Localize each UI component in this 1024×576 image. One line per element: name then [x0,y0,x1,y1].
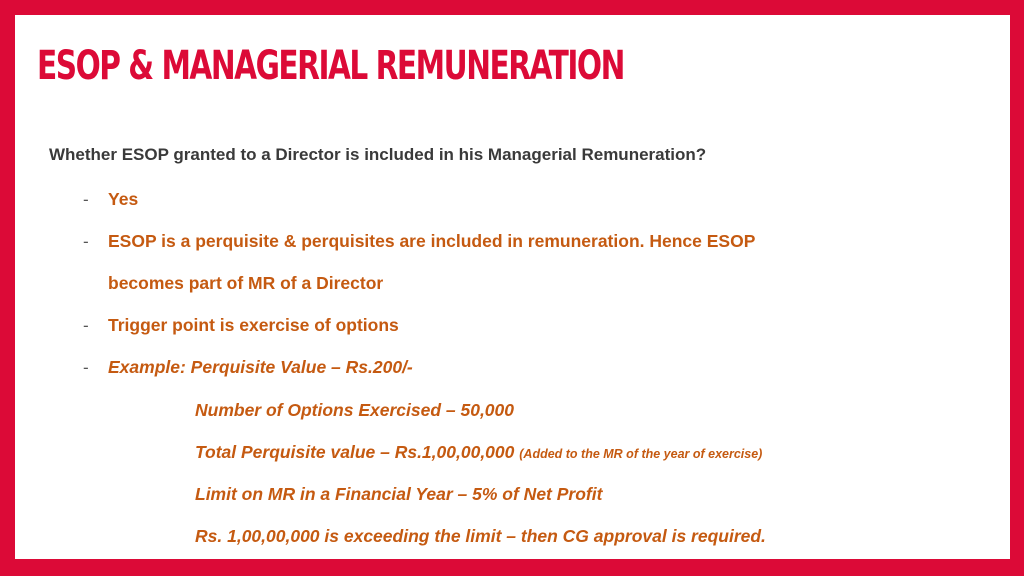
point-perquisite: ESOP is a perquisite & perquisites are included in remuneration. Hence ESOP [108,231,756,251]
example-options-exercised: Number of Options Exercised – 50,000 [195,400,515,420]
example-approval-required: Rs. 1,00,00,000 is exceeding the limit – then CG approval is required. [195,526,766,546]
point-example: Example: Perquisite Value – Rs.200/- [108,357,413,377]
example-total-perquisite [195,442,762,463]
example-total-perquisite-text: Total Perquisite value – Rs.1,00,00,000 [195,442,515,462]
bullet-marker: - [83,190,89,209]
bullet-marker: - [83,358,89,377]
point-yes: Yes [108,189,139,209]
content-panel [15,15,1010,559]
example-total-perquisite-note: (Added to the MR of the year of exercise) [519,447,763,461]
bullet-marker: - [83,232,89,251]
example-limit-on-mr: Limit on MR in a Financial Year – 5% of Net Profit [195,484,603,504]
slide-title: ESOP & MANAGERIAL REMUNERATION [37,43,624,89]
point-perquisite-continuation: becomes part of MR of a Director [108,273,384,293]
question-text: Whether ESOP granted to a Director is included in his Managerial Remuneration? [49,145,707,164]
bullet-marker: - [83,316,89,335]
point-trigger: Trigger point is exercise of options [108,315,399,335]
